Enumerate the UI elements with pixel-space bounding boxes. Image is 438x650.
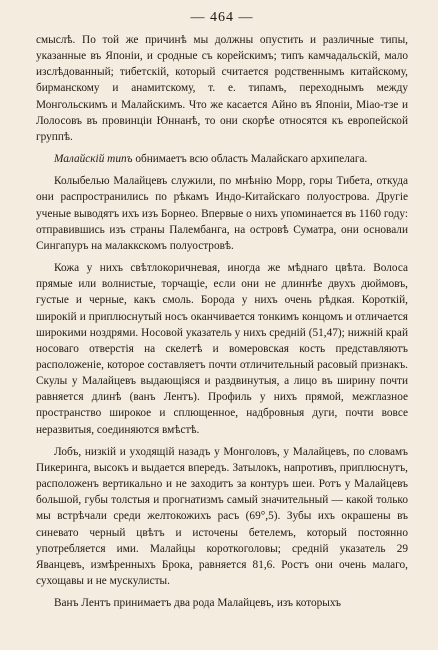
paragraph-van-lent	[36, 595, 408, 611]
italic-lead-term: Малайскій типъ	[54, 153, 133, 166]
paragraph-malay-type	[36, 151, 408, 167]
paragraph-text: обнимаетъ всю область Малайскаго архипелага.	[132, 153, 368, 166]
paragraph-origin	[36, 173, 408, 254]
paragraph-text: Ванъ Лентъ принимаетъ два рода Малайцевъ, изъ которыхъ	[54, 597, 341, 610]
paragraph-forehead	[36, 444, 408, 589]
paragraph-text: смыслѣ. По той же причинѣ мы должны опустить и различные типы, указанные въ Японіи, и сродные съ корейскимъ; типъ камчадальскій, мало изслѣдованный; тибетскій, который считается родственнымъ китайскому, бирманскому и анамитскому, т. е. типамъ, переходнымъ между Монгольскимъ и Малайскимъ. Что же касается Айно въ Японіи, Міао-тзе и Лолосовъ въ провинціи Юннанѣ, то они скорѣе относятся къ европейской группѣ.	[36, 34, 408, 143]
paragraph-text: Лобъ, низкій и уходящій назадъ у Монголовъ, у Малайцевъ, по словамъ Пикеринга, высокъ и выдается впередъ. Затылокъ, напротивъ, приплюснутъ, расположенъ вертикально и не заходитъ за контуръ шеи. Ротъ у Малайцевъ большой, губы толстыя и прогнатизмъ самый значительный — какой только мы встрѣчали среди желтокожихъ расъ (69°,5). Зубы ихъ окрашены въ синевато черный цвѣтъ и источены бетелемъ, который постоянно употребляется ими. Малайцы короткоголовы; средній указатель 29 Яванцевъ, измѣренныхъ Брока, равняется 81,6. Ростъ они очень малаго, сухощавы и не мускулисты.	[36, 445, 408, 587]
page-number: — 464 —	[190, 10, 254, 25]
paragraph-text: Колыбелью Малайцевъ служили, по мнѣнію Морр, горы Тибета, откуда они распространились по рѣкамъ Индо-Китайскаго полуострова. Другіе ученые выводятъ ихъ изъ Борнео. Впервые о нихъ упоминается въ 1160 году: отправившись изъ страны Палембанга, на островѣ Суматра, они основали Сингапуръ на малаккскомъ полуостровѣ.	[36, 175, 408, 252]
paragraph-skin-hair	[36, 260, 408, 438]
paragraph-text: Кожа у нихъ свѣтлокоричневая, иногда же мѣднаго цвѣта. Волоса прямые или волнистые, торчащіе, если они не длиннѣе двухъ дюймовъ, густые и черные, какъ смоль. Борода у нихъ очень рѣдкая. Короткій, широкій и приплюснутый носъ оканчивается тонкимъ концомъ и отличается широкими ноздрями. Носовой указатель у нихъ средній (51,47); нижній край носоваго отверстія на скелетѣ и вомеровская кость представляютъ расположеніе, которое составляетъ почти отличительный расовый признакъ. Скулы у Малайцевъ выдающіяся и раздвинутыя, а лицо въ ширину почти равняется длинѣ (ванъ Лентъ). Профиль у нихъ прямой, межглазное пространство широкое и сплющенное, надбровныя дуги, почти вовсе неразвитыя, соединяются вмѣстѣ.	[36, 262, 408, 436]
paragraph-continuation	[36, 32, 408, 145]
